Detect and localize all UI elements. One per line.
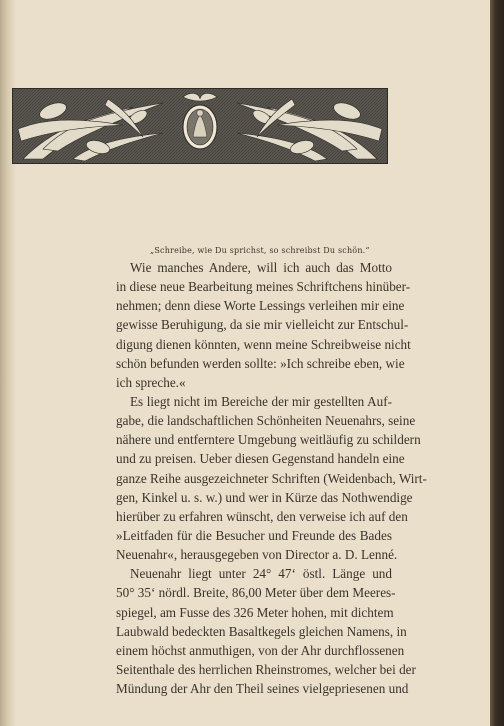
text-line: Mündung der Ahr den Theil seines vielgepriesenen und	[116, 681, 409, 697]
motto-epigraph: „Schreibe, wie Du sprichst, so schreibst Du schön.“	[150, 246, 370, 255]
text-line: ganze Reihe ausgezeichneter Schriften (Weidenbach, Wirt-	[116, 470, 427, 486]
text-line: ich spreche.«	[116, 374, 186, 390]
text-line: Wie manches Andere, will ich auch das Motto	[130, 260, 392, 275]
text-line: gewisse Beruhigung, da sie mir vielleicht zur Entschul-	[116, 317, 409, 333]
text-line: hierüber zu erfahren wünscht, den verweise ich auf den	[116, 508, 408, 524]
text-line: Seitenthale des herrlichen Rheinstromes, welcher bei der	[116, 661, 416, 677]
text-line: Neuenahr«, herausgegeben von Director a. D. Lenné.	[116, 547, 398, 563]
text-line: einem höchst anmuthigen, von der Ahr durchflossenen	[116, 642, 405, 658]
text-line: nähere und entferntere Umgebung weitläufig zu schildern	[116, 432, 421, 448]
text-line: 50° 35‘ nördl. Breite, 86,00 Meter über dem Meeres-	[116, 585, 396, 601]
text-line: nehmen; denn diese Worte Lessings verleihen mir eine	[116, 298, 405, 314]
ornamental-vignette	[12, 88, 388, 164]
text-line: in diese neue Bearbeitung meines Schriftchens hinüber-	[116, 279, 411, 295]
text-line: gen, Kinkel u. s. w.) und wer in Kürze das Nothwendige	[116, 489, 413, 505]
foliage-ornament-icon	[13, 89, 387, 163]
text-line: gabe, die landschaftlichen Schönheiten Neuenahrs, seine	[116, 413, 416, 429]
text-line: Laubwald bedeckten Basaltkegels gleichen Namens, in	[116, 623, 407, 639]
text-line: spiegel, am Fusse des 326 Meter hohen, mit dichtem	[116, 604, 394, 620]
text-line: »Leitfaden für die Besucher und Freunde des Bades	[116, 527, 392, 543]
page-edge	[490, 0, 504, 726]
text-line: und zu preisen. Ueber diesen Gegenstand handeln eine	[116, 451, 405, 467]
text-line: Es liegt nicht im Bereiche der mir gestellten Auf-	[130, 393, 392, 409]
body-text	[116, 258, 427, 698]
text-line: Neuenahr liegt unter 24° 47‘ östl. Länge und	[130, 566, 392, 582]
text-line: schön befunden werden sollte: »Ich schreibe eben, wie	[116, 355, 405, 371]
text-line: digung dienen könnten, wenn meine Schreibweise nicht	[116, 336, 411, 352]
